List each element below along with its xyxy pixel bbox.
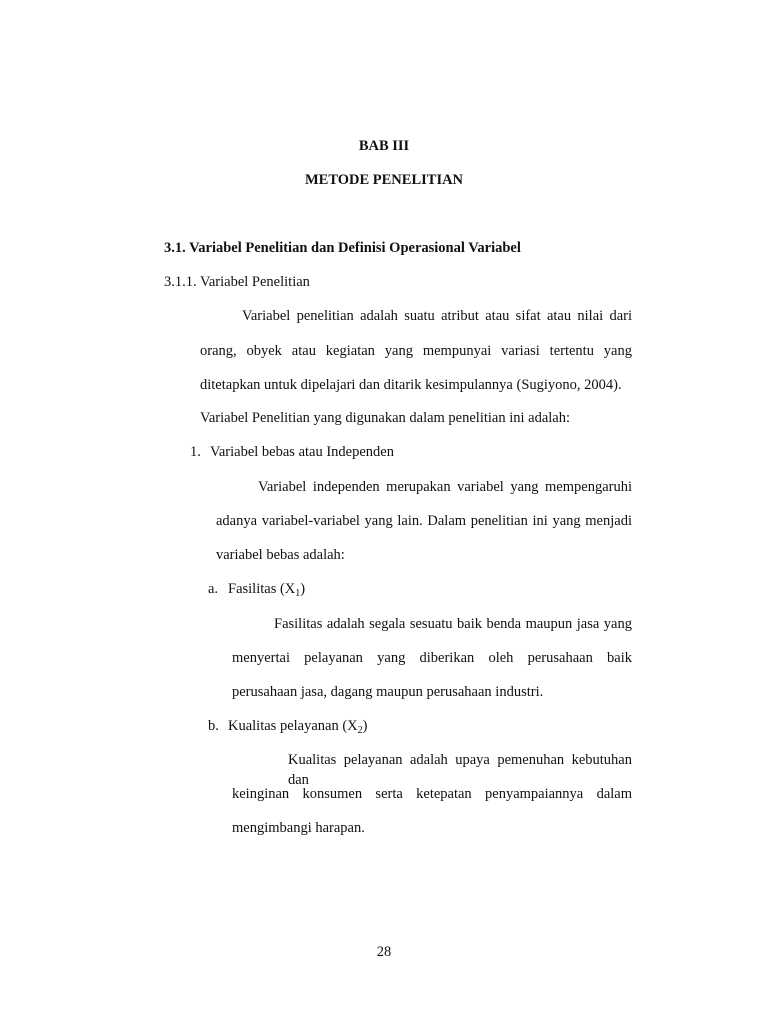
- paragraph-line: Variabel independen merupakan variabel yang mempengaruhi: [258, 479, 632, 495]
- sub-item-title: [228, 716, 368, 736]
- paragraph-line: keinginan konsumen serta ketepatan penyampaiannya dalam: [232, 786, 632, 802]
- sub-item-title-close: ): [300, 581, 306, 597]
- sub-item-title-close: ): [362, 718, 368, 734]
- paragraph-line: Variabel penelitian adalah suatu atribut atau sifat atau nilai dari: [242, 308, 632, 324]
- chapter-label: BAB III: [358, 138, 410, 154]
- paragraph-line: ditetapkan untuk dipelajari dan ditarik kesimpulannya (Sugiyono, 2004).: [200, 377, 622, 393]
- paragraph-line: variabel bebas adalah:: [216, 547, 345, 563]
- subscript: 2: [357, 725, 363, 736]
- paragraph-line: Variabel Penelitian yang digunakan dalam penelitian ini adalah:: [200, 410, 571, 426]
- sub-item-marker: a.: [208, 581, 219, 597]
- paragraph-line: adanya variabel-variabel yang lain. Dalam penelitian ini yang menjadi: [216, 513, 632, 529]
- subscript: 1: [295, 588, 301, 599]
- page-number: 28: [376, 944, 392, 960]
- chapter-title: METODE PENELITIAN: [304, 172, 464, 188]
- paragraph-line: Fasilitas adalah segala sesuatu baik benda maupun jasa yang: [274, 616, 632, 632]
- paragraph-line: orang, obyek atau kegiatan yang mempunyai variasi tertentu yang: [200, 343, 632, 359]
- sub-item-title-text: Kualitas pelayanan (X: [228, 718, 358, 734]
- paragraph-line: perusahaan jasa, dagang maupun perusahaan industri.: [232, 684, 544, 700]
- list-item-title: Variabel bebas atau Independen: [210, 444, 394, 460]
- sub-item-title-text: Fasilitas (X: [228, 581, 296, 597]
- section-heading-3-1-1: 3.1.1. Variabel Penelitian: [164, 274, 310, 290]
- sub-item-marker: b.: [208, 718, 219, 734]
- paragraph-line: Kualitas pelayanan adalah upaya pemenuhan kebutuhan dan: [288, 752, 632, 788]
- paragraph-line: menyertai pelayanan yang diberikan oleh perusahaan baik: [232, 650, 632, 666]
- sub-item-title: [228, 579, 305, 599]
- section-heading-3-1: 3.1. Variabel Penelitian dan Definisi Operasional Variabel: [164, 240, 521, 256]
- paragraph-line: mengimbangi harapan.: [232, 820, 365, 836]
- list-item-marker: 1.: [190, 444, 201, 460]
